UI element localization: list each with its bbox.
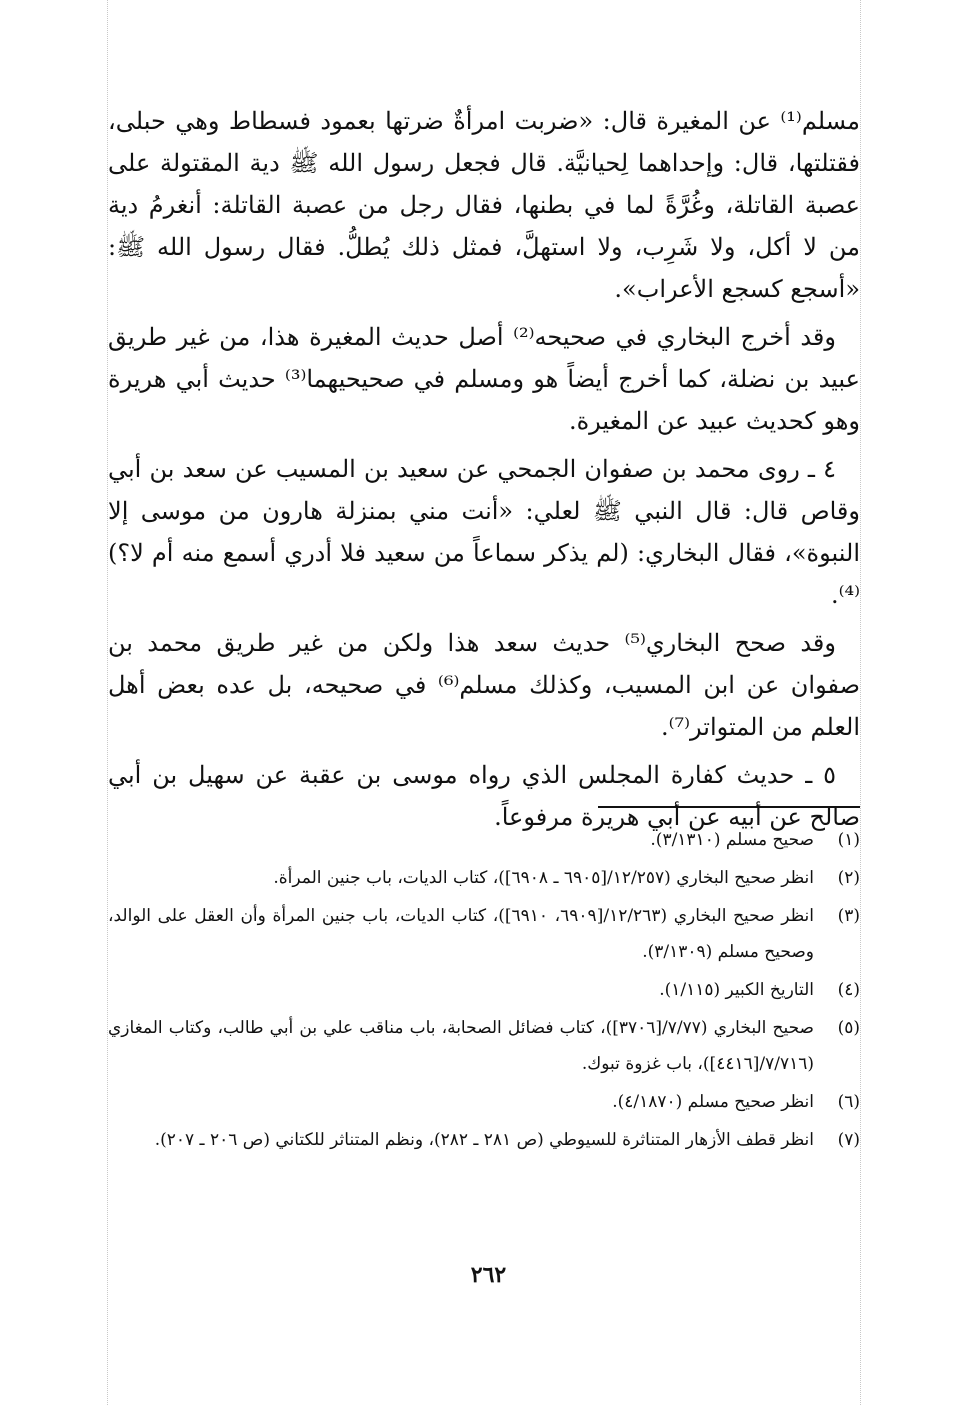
footnotes bbox=[108, 822, 860, 1160]
paragraph-2: وقد أخرج البخاري في صحيحه⁽²⁾ أصل حديث المغيرة هذا، من غير طريق عبيد بن نضلة، كما أخرج أيضاً هو ومسلم في صحيحيهما⁽³⁾ حديث أبي هريرة وهو كحديث عبيد عن المغيرة. bbox=[108, 323, 860, 435]
footnote-separator bbox=[598, 806, 860, 808]
footnote-number: (٥) bbox=[837, 1018, 860, 1038]
footnote bbox=[108, 822, 860, 858]
footnote-text: انظر صحيح البخاري (١٢/٢٥٧/[٦٩٠٥ ـ ٦٩٠٨])، كتاب الديات، باب جنين المرأة. bbox=[273, 868, 814, 888]
footnote-text: التاريخ الكبير (١/١١٥). bbox=[659, 980, 814, 1000]
page-number: ٢٦٢ bbox=[470, 1262, 507, 1288]
footnote-number: (٢) bbox=[837, 868, 860, 888]
footnote-text: صحيح البخاري (٧/٧٧/[٣٧٠٦])، كتاب فضائل الصحابة، باب مناقب علي بن أبي طالب، وكتاب المغازي (٧/٧١٦/[٤٤١٦])، باب غزوة تبوك. bbox=[108, 1018, 814, 1074]
footnote bbox=[108, 860, 860, 896]
footnote bbox=[108, 1084, 860, 1120]
footnote-number: (٧) bbox=[837, 1130, 860, 1150]
footnote bbox=[108, 898, 860, 970]
footnote-text: انظر صحيح مسلم (٤/١٨٧٠). bbox=[612, 1092, 814, 1112]
footnote-number: (٤) bbox=[837, 980, 860, 1000]
footnote bbox=[108, 1010, 860, 1082]
main-text bbox=[108, 100, 860, 844]
paragraph-5: ٥ ـ حديث كفارة المجلس الذي رواه موسى بن عقبة عن سهيل بن أبي صالح عن أبيه عن أبي هريرة مرفوعاً. bbox=[108, 761, 860, 831]
footnote-text: انظر صحيح البخاري (١٢/٢٦٣/[٦٩٠٩، ٦٩١٠])، كتاب الديات، باب جنين المرأة وأن العقل على الوالد، وصحيح مسلم (٣/١٣٠٩). bbox=[108, 906, 815, 962]
scan-guide-line-right bbox=[860, 0, 861, 1405]
footnote-number: (١) bbox=[837, 830, 860, 850]
paragraph-1: مسلم⁽¹⁾ عن المغيرة قال: «ضربت امرأةٌ ضرتها بعمود فسطاط وهي حبلى، فقتلتها، قال: وإحداهما لِحيانيَّة. قال فجعل رسول الله ﷺ دية المقتولة على عصبة القاتلة، وغُرَّةً لما في بطنها، فقال رجل من عصبة القاتلة: أنغرمُ دية من لا أكل، ولا شَرِب، ولا استهلَّ، فمثل ذلك يُطلُّ. فقال رسول الله ﷺ: «أسجع كسجع الأعراب». bbox=[108, 107, 861, 303]
footnote-number: (٣) bbox=[837, 906, 860, 926]
paragraph-3: ٤ ـ روى محمد بن صفوان الجمحي عن سعيد بن المسيب عن سعد بن أبي وقاص قال: قال النبي ﷺ لعلي: «أنت مني بمنزلة هارون من موسى إلا النبوة»، فقال البخاري: (لم يذكر سماعاً من سعيد فلا أدري أسمع منه أم لا؟)⁽⁴⁾. bbox=[108, 455, 860, 609]
paragraph-4: وقد صحح البخاري⁽⁵⁾ حديث سعد هذا ولكن من غير طريق محمد بن صفوان عن ابن المسيب، وكذلك مسلم⁽⁶⁾ في صحيحه، بل عده بعض أهل العلم من المتواتر⁽⁷⁾. bbox=[108, 629, 860, 741]
footnote-text: صحيح مسلم (٣/١٣١٠). bbox=[650, 830, 814, 850]
footnote-text: انظر قطف الأزهار المتناثرة للسيوطي (ص ٢٨١ ـ ٢٨٢)، ونظم المتناثر للكتاني (ص ٢٠٦ ـ ٢٠٧). bbox=[154, 1130, 814, 1150]
footnote-number: (٦) bbox=[837, 1092, 860, 1112]
footnote bbox=[108, 1122, 860, 1158]
footnote bbox=[108, 972, 860, 1008]
